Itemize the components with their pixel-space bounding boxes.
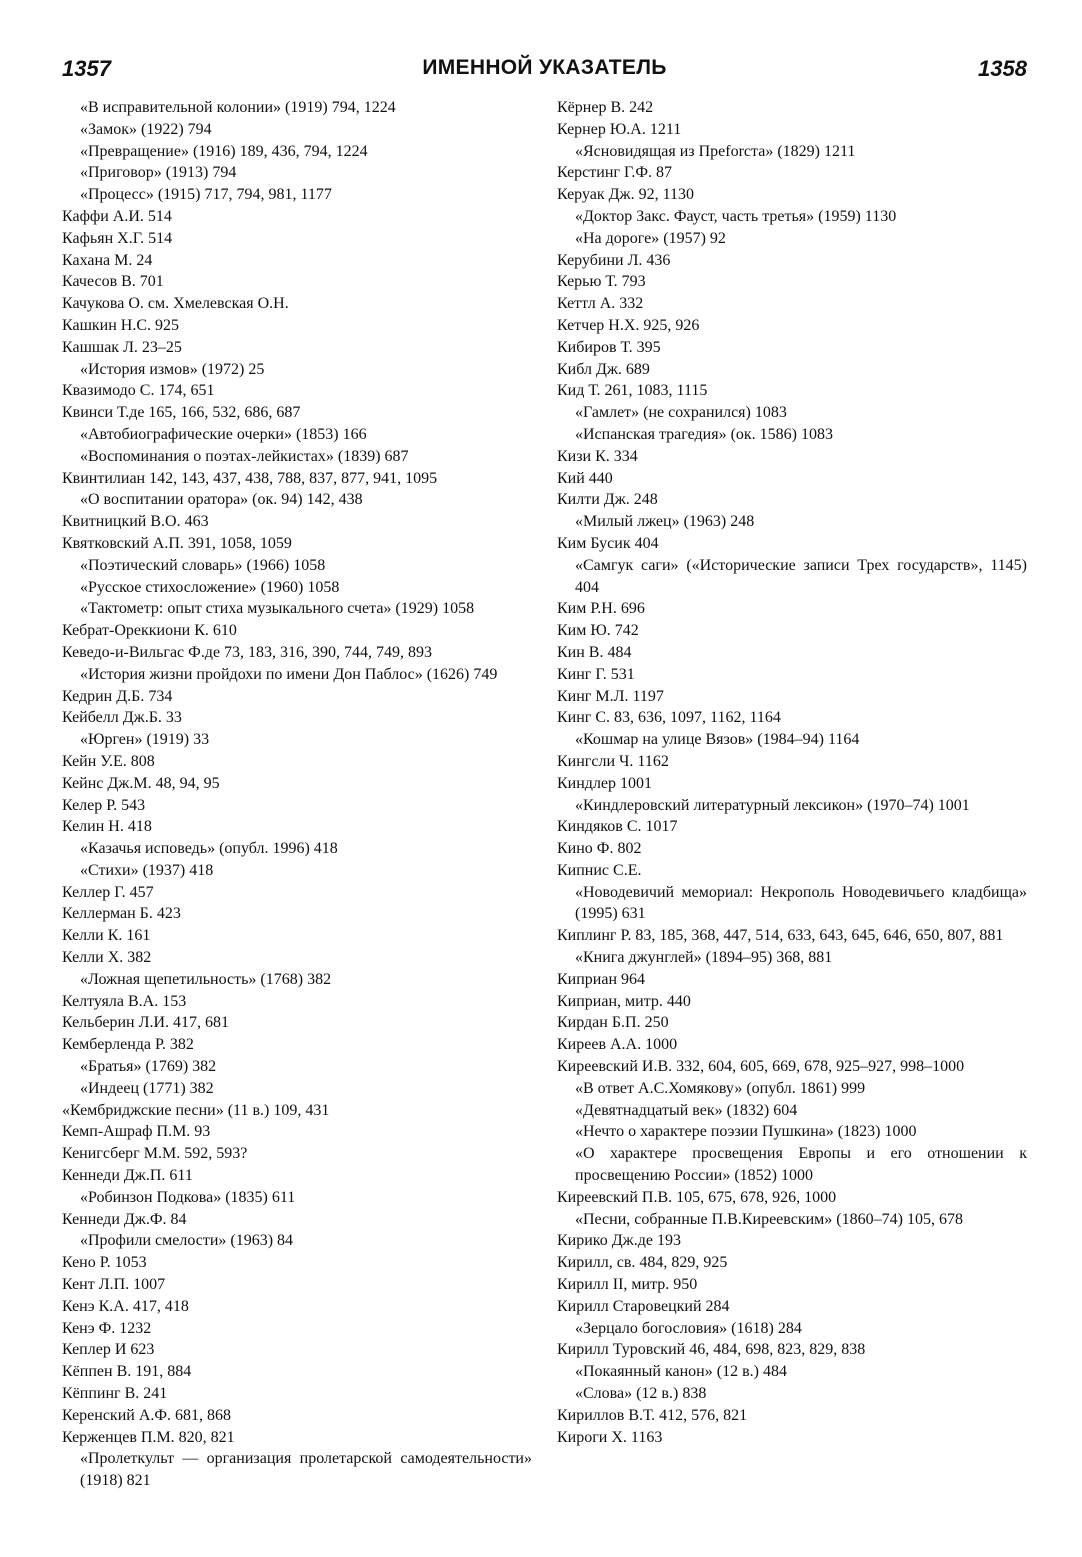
index-entry: Киндяков С. 1017 <box>557 818 678 836</box>
page-header <box>62 56 1027 90</box>
index-entry: Кашшак Л. 23–25 <box>62 338 182 356</box>
index-entry: Керженцев П.М. 820, 821 <box>62 1428 235 1446</box>
index-subentry: «Кошмар на улице Вязов» (1984–94) 1164 <box>575 731 860 749</box>
index-entry: «Кембриджские песни» (11 в.) 109, 431 <box>62 1101 330 1119</box>
index-entry: Кенэ Ф. 1232 <box>62 1319 152 1337</box>
index-column-right <box>557 97 1027 1448</box>
index-entry: Кент Л.П. 1007 <box>62 1276 166 1294</box>
index-entry: Ким Бусик 404 <box>557 534 659 552</box>
index-entry: Кино Ф. 802 <box>557 840 642 858</box>
index-entry: Кейнс Дж.М. 48, 94, 95 <box>62 774 220 792</box>
index-entry: Кеттл А. 332 <box>557 295 644 313</box>
index-subentry: «Русское стихосложение» (1960) 1058 <box>80 578 340 596</box>
index-entry: Каффи А.И. 514 <box>62 207 172 225</box>
index-subentry: «Ясновидящая из Преforста» (1829) 1211 <box>575 142 856 160</box>
index-entry: Кирилл II, митр. 950 <box>557 1276 698 1294</box>
index-entry: Кемберленда Р. 382 <box>62 1036 194 1054</box>
index-subentry: «Милый лжец» (1963) 248 <box>575 513 755 531</box>
index-subentry: «Процесс» (1915) 717, 794, 981, 1177 <box>80 186 332 204</box>
index-subentry: «Покаянный канон» (12 в.) 484 <box>575 1363 787 1381</box>
index-entry: Келер Р. 543 <box>62 796 146 814</box>
index-entry: Кено Р. 1053 <box>62 1254 147 1272</box>
index-entry: Кий 440 <box>557 469 613 487</box>
index-subentry: «Замок» (1922) 794 <box>80 120 212 138</box>
index-entry: Кейн У.Е. 808 <box>62 752 155 770</box>
index-entry: Кирико Дж.де 193 <box>557 1232 681 1250</box>
index-entry: Кироги Х. 1163 <box>557 1428 663 1446</box>
index-subentry: «Поэтический словарь» (1966) 1058 <box>80 556 326 574</box>
index-entry: Кин В. 484 <box>557 643 632 661</box>
index-entry: Кинг С. 83, 636, 1097, 1162, 1164 <box>557 709 781 727</box>
index-entry: Кетчер Н.Х. 925, 926 <box>557 316 700 334</box>
index-entry: Кипнис С.Е. <box>557 861 642 879</box>
index-entry: Качесов В. 701 <box>62 273 164 291</box>
index-entry: Киндлер 1001 <box>557 774 653 792</box>
index-subentry: «Приговор» (1913) 794 <box>80 164 237 182</box>
index-entry: Кирилл Старовецкий 284 <box>557 1297 730 1315</box>
index-entry: Киприан, митр. 440 <box>557 992 691 1010</box>
index-entry: Кашкин Н.С. 925 <box>62 316 180 334</box>
index-subentry: «Стихи» (1937) 418 <box>80 861 214 879</box>
index-entry: Керью Т. 793 <box>557 273 646 291</box>
index-entry: Киреевский П.В. 105, 675, 678, 926, 1000 <box>557 1188 837 1206</box>
index-entry: Кельберин Л.И. 417, 681 <box>62 1014 230 1032</box>
index-subentry: «Гамлет» (не сохранился) 1083 <box>575 404 787 422</box>
index-entry: Керстинг Г.Ф. 87 <box>557 164 673 182</box>
index-subentry: «История измов» (1972) 25 <box>80 360 265 378</box>
index-entry: Квятковский А.П. 391, 1058, 1059 <box>62 534 292 552</box>
index-entry: Киплинг Р. 83, 185, 368, 447, 514, 633, 643, 645, 646, 650, 807, 881 <box>557 927 1004 945</box>
index-subentry: «Юрген» (1919) 33 <box>80 731 210 749</box>
index-entry: Келтуяла В.А. 153 <box>62 992 187 1010</box>
index-entry: Кеведо-и-Вильгас Ф.де 73, 183, 316, 390, 744, 749, 893 <box>62 643 433 661</box>
page-number-right: 1358 <box>978 56 1027 81</box>
index-entry: Кейбелл Дж.Б. 33 <box>62 709 182 727</box>
index-subentry: «Ложная щепетильность» (1768) 382 <box>80 970 332 988</box>
index-entry: Ким Ю. 742 <box>557 622 639 640</box>
index-subentry: «В исправительной колонии» (1919) 794, 1224 <box>80 99 396 116</box>
index-entry: Квинси Т.де 165, 166, 532, 686, 687 <box>62 404 301 422</box>
index-subentry: «О характере просвещения Европы и его отношении к просвещению России» (1852) 1000 <box>575 1145 1027 1185</box>
index-entry: Келин Н. 418 <box>62 818 152 836</box>
index-subentry: «В ответ А.С.Хомякову» (опубл. 1861) 999 <box>575 1079 866 1097</box>
index-entry: Кингсли Ч. 1162 <box>557 752 669 770</box>
index-subentry: «Воспоминания о поэтах-лейкистах» (1839) 687 <box>80 447 409 465</box>
index-entry: Качукова О. см. Хмелевская О.Н. <box>62 295 289 313</box>
index-entry: Кириллов В.Т. 412, 576, 821 <box>557 1406 748 1424</box>
index-entry: Керенский А.Ф. 681, 868 <box>62 1406 232 1424</box>
index-subentry: «Самгук саги» («Исторические записи Трех государств», 1145) 404 <box>575 556 1027 596</box>
index-entry: Кёппен В. 191, 884 <box>62 1363 192 1381</box>
index-subentry: «На дороге» (1957) 92 <box>575 229 726 247</box>
index-subentry: «Новодевичий мемориал: Некрополь Новодевичьего кладбища» (1995) 631 <box>575 883 1027 923</box>
index-subentry: «Тактометр: опыт стиха музыкального счета» (1929) 1058 <box>80 600 475 618</box>
index-entry: Кёппинг В. 241 <box>62 1385 168 1403</box>
index-entry: Кедрин Д.Б. 734 <box>62 687 173 705</box>
page-number-left: 1357 <box>62 56 111 81</box>
index-entry: Кинг Г. 531 <box>557 665 635 683</box>
index-entry: Квинтилиан 142, 143, 437, 438, 788, 837, 877, 941, 1095 <box>62 469 438 487</box>
index-subentry: «Книга джунглей» (1894–95) 368, 881 <box>575 949 833 967</box>
index-subentry: «Казачья исповедь» (опубл. 1996) 418 <box>80 840 338 858</box>
index-subentry: «Киндлеровский литературный лексикон» (1970–74) 1001 <box>575 796 970 814</box>
index-entry: Кирилл, св. 484, 829, 925 <box>557 1254 728 1272</box>
index-subentry: «Профили смелости» (1963) 84 <box>80 1232 294 1250</box>
index-entry: Келли К. 161 <box>62 927 151 945</box>
index-entry: Квитницкий В.О. 463 <box>62 513 209 531</box>
index-subentry: «Зерцало богословия» (1618) 284 <box>575 1319 802 1337</box>
index-entry: Кибл Дж. 689 <box>557 360 650 378</box>
index-subentry: «Пролеткульт — организация пролетарской самодеятельности» (1918) 821 <box>80 1450 532 1490</box>
index-entry: Келлерман Б. 423 <box>62 905 181 923</box>
index-entry: Кернер Ю.А. 1211 <box>557 120 682 138</box>
index-entry: Киреевский И.В. 332, 604, 605, 669, 678, 925–927, 998–1000 <box>557 1058 965 1076</box>
index-entry: Киреев А.А. 1000 <box>557 1036 678 1054</box>
index-entry: Кеннеди Дж.Ф. 84 <box>62 1210 187 1228</box>
index-entry: Кеннеди Дж.П. 611 <box>62 1167 193 1185</box>
index-entry: Кахана М. 24 <box>62 251 153 269</box>
index-entry: Кид Т. 261, 1083, 1115 <box>557 382 708 400</box>
index-entry: Кёрнер В. 242 <box>557 99 654 116</box>
index-subentry: «Братья» (1769) 382 <box>80 1058 217 1076</box>
index-entry: Кирилл Туровский 46, 484, 698, 823, 829, 838 <box>557 1341 866 1359</box>
index-entry: Кизи К. 334 <box>557 447 638 465</box>
index-entry: Келлер Г. 457 <box>62 883 154 901</box>
index-subentry: «Автобиографические очерки» (1853) 166 <box>80 425 367 443</box>
index-subentry: «Девятнадцатый век» (1832) 604 <box>575 1101 798 1119</box>
index-entry: Кибиров Т. 395 <box>557 338 661 356</box>
index-subentry: «О воспитании оратора» (ок. 94) 142, 438 <box>80 491 363 509</box>
index-entry: Килти Дж. 248 <box>557 491 658 509</box>
index-entry: Ким Р.Н. 696 <box>557 600 645 618</box>
index-entry: Кебрат-Ореккиони К. 610 <box>62 622 237 640</box>
index-subentry: «Доктор Закс. Фауст, часть третья» (1959) 1130 <box>575 207 897 225</box>
index-subentry: «Песни, собранные П.В.Киреевским» (1860–74) 105, 678 <box>575 1210 963 1228</box>
index-subentry: «Индеец (1771) 382 <box>80 1079 214 1097</box>
index-subentry: «Превращение» (1916) 189, 436, 794, 1224 <box>80 142 368 160</box>
index-entry: Кирдан Б.П. 250 <box>557 1014 669 1032</box>
index-subentry: «Нечто о характере поэзии Пушкина» (1823) 1000 <box>575 1123 917 1141</box>
index-entry: Керубини Л. 436 <box>557 251 671 269</box>
index-subentry: «Слова» (12 в.) 838 <box>575 1385 707 1403</box>
index-entry: Келли Х. 382 <box>62 949 152 967</box>
page-title: ИМЕННОЙ УКАЗАТЕЛЬ <box>422 56 667 79</box>
index-subentry: «История жизни пройдохи по имени Дон Паблос» (1626) 749 <box>80 665 498 683</box>
index-subentry: «Испанская трагедия» (ок. 1586) 1083 <box>575 425 833 443</box>
index-entry: Керуак Дж. 92, 1130 <box>557 186 694 204</box>
index-entry: Кинг М.Л. 1197 <box>557 687 664 705</box>
index-subentry: «Робинзон Подкова» (1835) 611 <box>80 1188 296 1206</box>
index-entry: Кеплер И 623 <box>62 1341 155 1359</box>
index-column-left <box>62 97 532 1492</box>
index-entry: Кенигсберг М.М. 592, 593? <box>62 1145 248 1163</box>
index-entry: Квазимодо С. 174, 651 <box>62 382 215 400</box>
index-entry: Кемп-Ашраф П.М. 93 <box>62 1123 211 1141</box>
index-entry: Кафьян Х.Г. 514 <box>62 229 173 247</box>
index-entry: Киприан 964 <box>557 970 646 988</box>
index-entry: Кенэ К.А. 417, 418 <box>62 1297 189 1315</box>
